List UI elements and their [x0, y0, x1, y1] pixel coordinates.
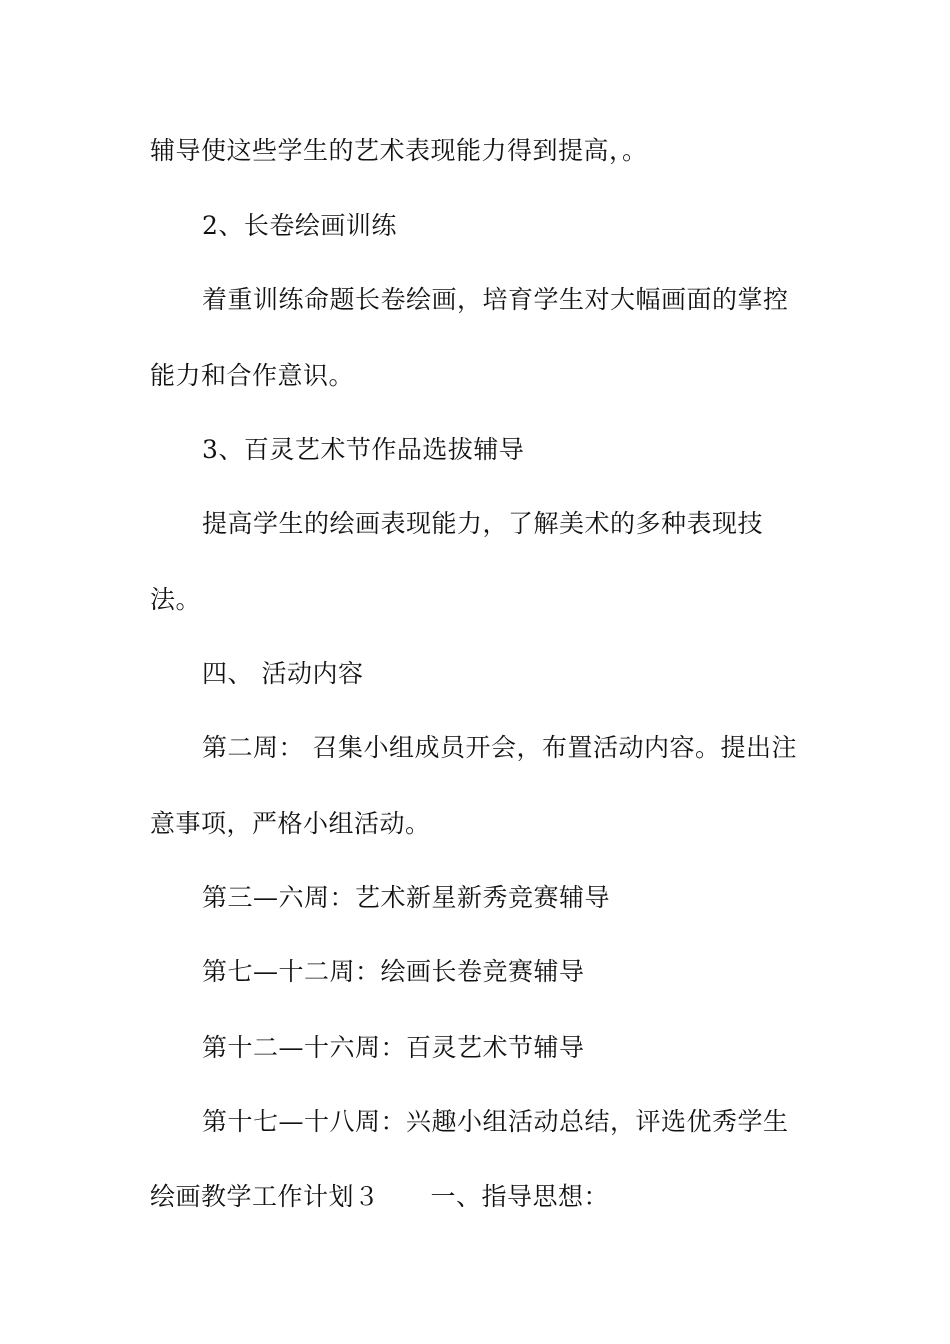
section-heading-long-scroll-training: 2、长卷绘画训练: [202, 211, 397, 240]
schedule-line: 第二周： 召集小组成员开会，布置活动内容。提出注: [202, 733, 797, 762]
schedule-line: 第三—六周：艺术新星新秀竞赛辅导: [202, 883, 611, 912]
paragraph-line: 法。: [150, 585, 202, 614]
plan-title-line: 绘画教学工作计划３ 一、指导思想：: [150, 1182, 610, 1211]
section-heading-art-festival: 3、百灵艺术节作品选拔辅导: [202, 435, 525, 464]
schedule-line: 第七—十二周：绘画长卷竞赛辅导: [202, 957, 585, 986]
paragraph-line: 辅导使这些学生的艺术表现能力得到提高，。: [150, 136, 648, 165]
schedule-line: 第十七—十八周：兴趣小组活动总结，评选优秀学生: [202, 1107, 789, 1136]
paragraph-line: 能力和合作意识。: [150, 361, 355, 390]
section-heading-activity-content: 四、 活动内容: [202, 659, 364, 688]
schedule-line: 第十二—十六周：百灵艺术节辅导: [202, 1033, 585, 1062]
paragraph-line: 着重训练命题长卷绘画，培育学生对大幅画面的掌控: [202, 285, 789, 314]
schedule-line: 意事项，严格小组活动。: [150, 809, 431, 838]
paragraph-line: 提高学生的绘画表现能力，了解美术的多种表现技: [202, 509, 764, 538]
